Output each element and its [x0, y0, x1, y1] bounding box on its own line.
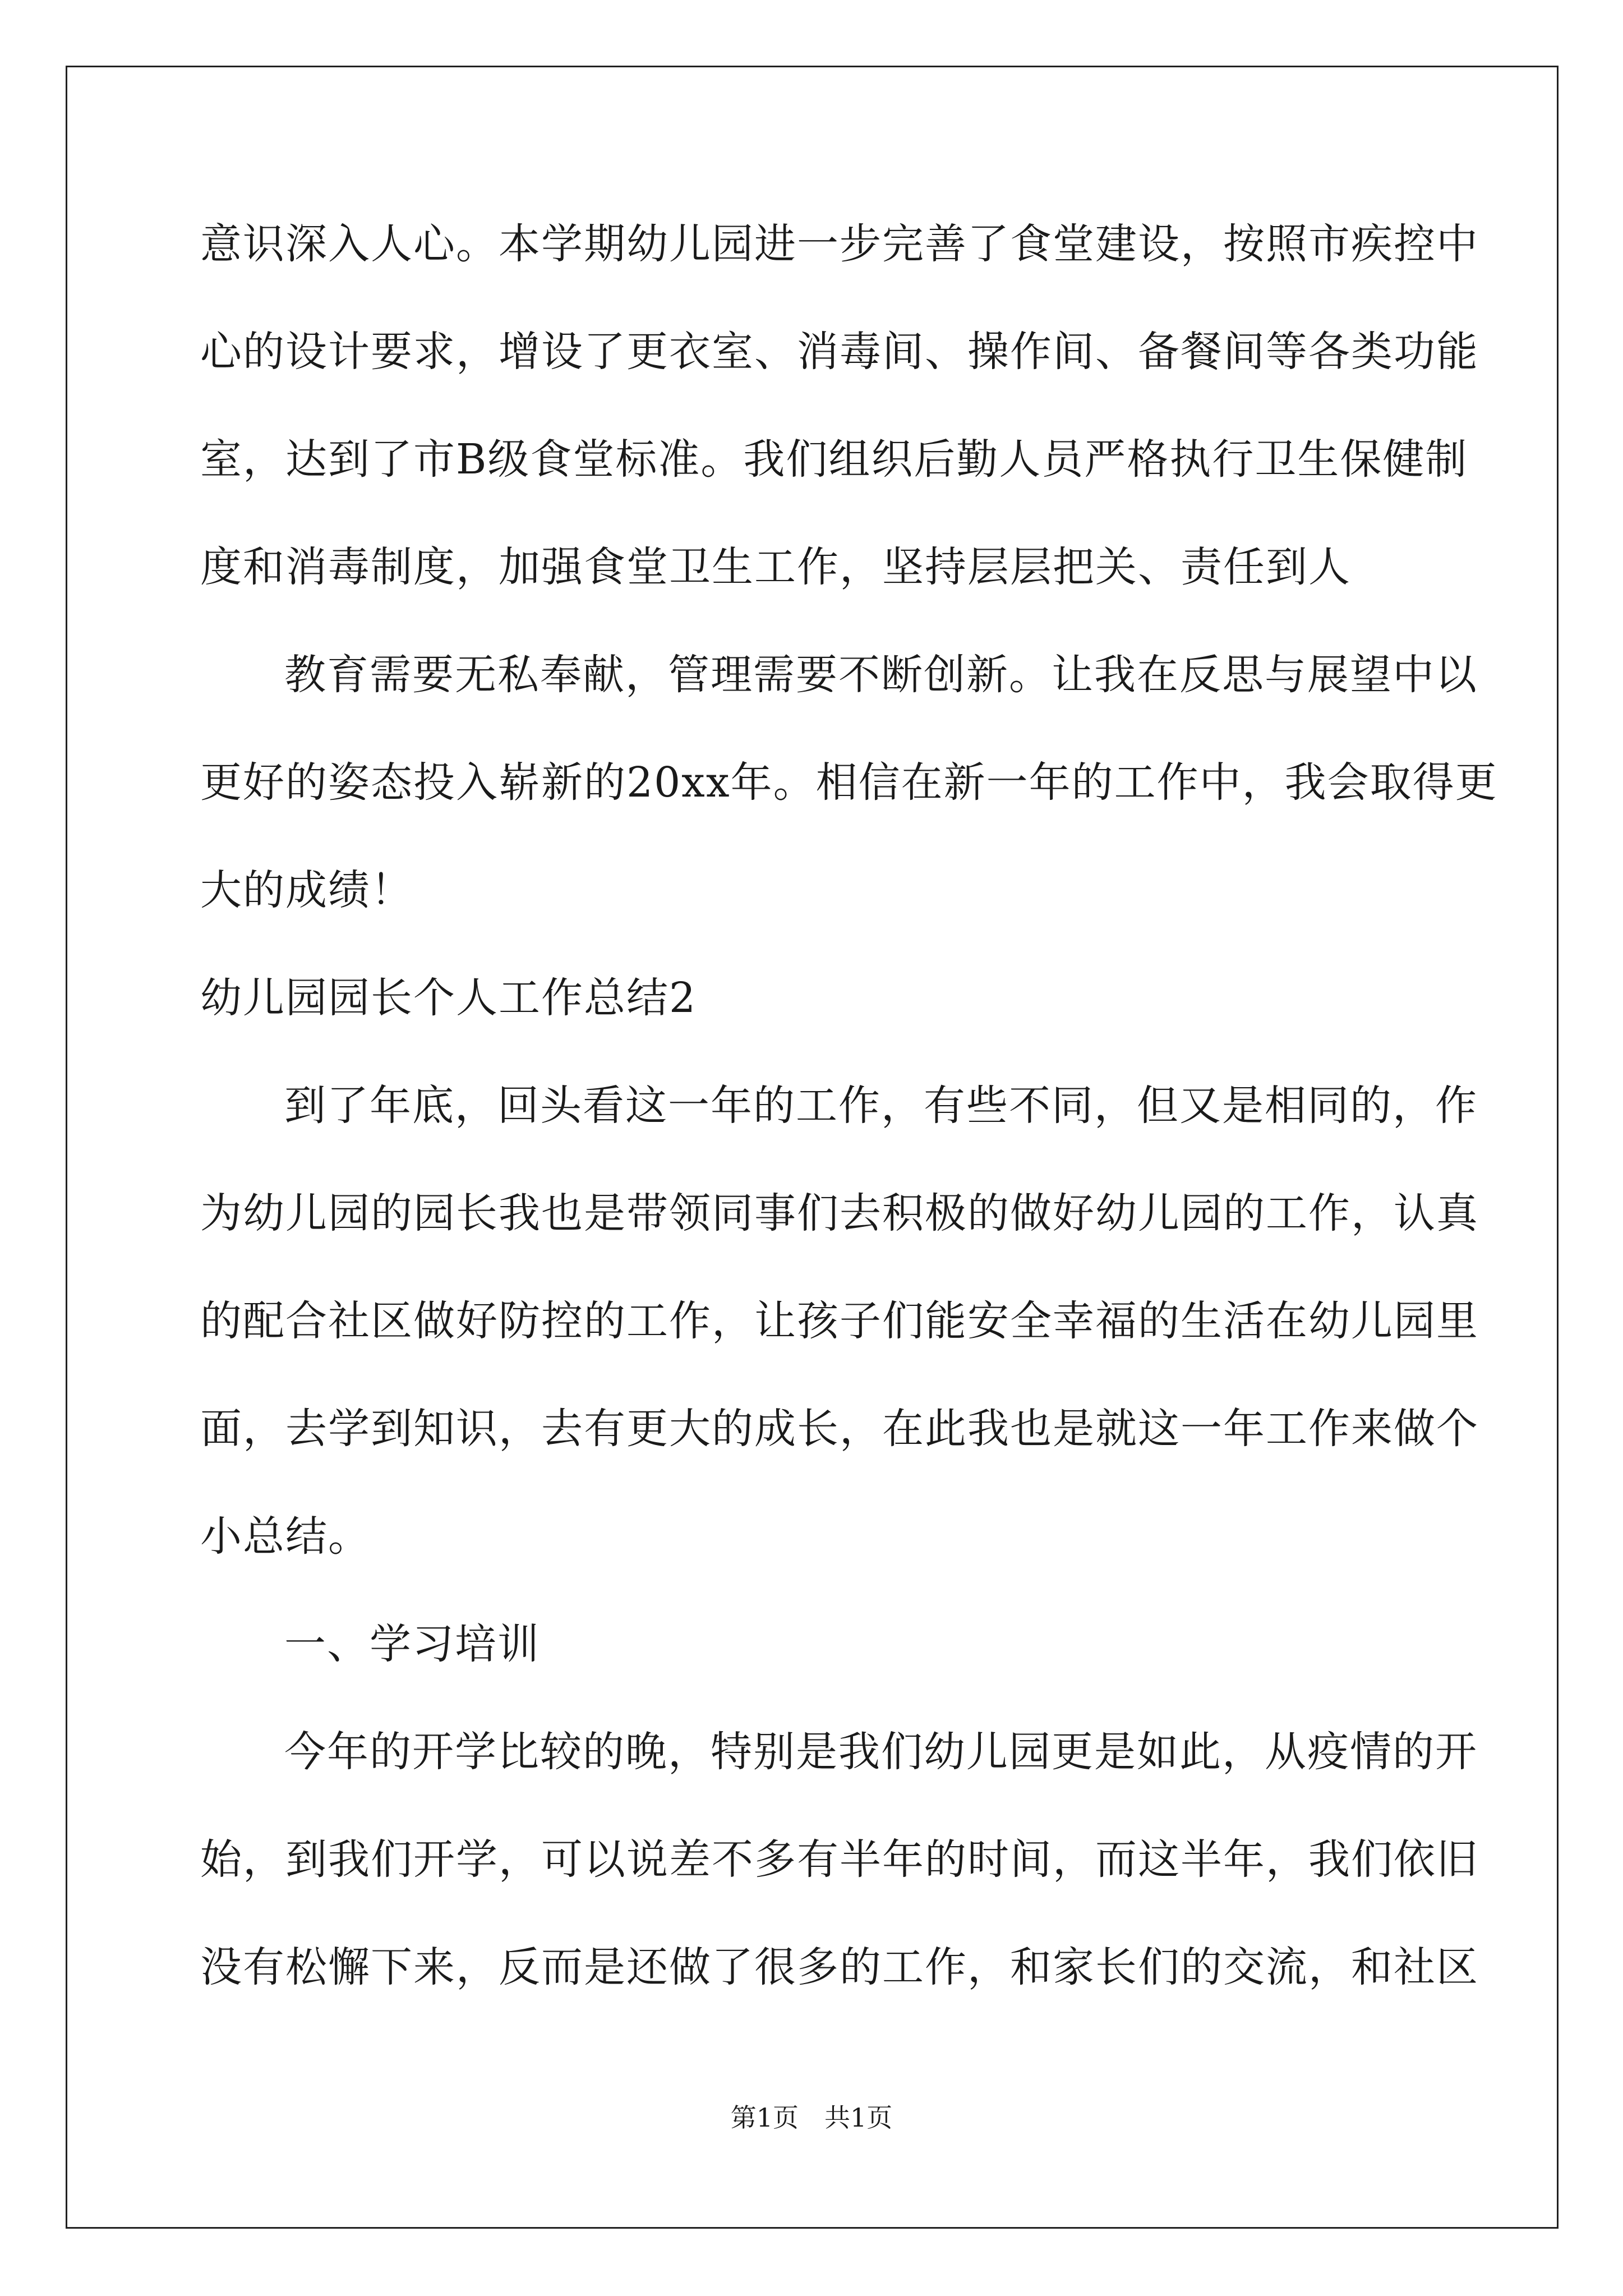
- text-line-10: 为幼儿园的园长我也是带领同事们去积极的做好幼儿园的工作，认真: [200, 1189, 1479, 1237]
- document-body: [200, 210, 1498, 2041]
- text-line-15: 今年的开学比较的晚，特别是我们幼儿园更是如此，从疫情的开: [284, 1728, 1478, 1776]
- text-line-16: 始，到我们开学，可以说差不多有半年的时间，而这半年，我们依旧: [200, 1835, 1479, 1884]
- text-line-1: 意识深入人心。本学期幼儿园进一步完善了食堂建设，按照市疾控中: [200, 220, 1479, 268]
- text-line-6: 更好的姿态投入崭新的20xx年。相信在新一年的工作中，我会取得更: [200, 758, 1498, 807]
- text-line-4: 度和消毒制度，加强食堂卫生工作，坚持层层把关、责任到人: [200, 543, 1351, 591]
- text-line-5: 教育需要无私奉献，管理需要不断创新。让我在反思与展望中以: [284, 651, 1478, 699]
- text-line-2: 心的设计要求，增设了更衣室、消毒间、操作间、备餐间等各类功能: [200, 328, 1479, 376]
- text-line-13: 小总结。: [200, 1512, 371, 1561]
- text-line-11: 的配合社区做好防控的工作，让孩子们能安全幸福的生活在幼儿园里: [200, 1297, 1479, 1345]
- text-line-17: 没有松懈下来，反而是还做了很多的工作，和家长们的交流，和社区: [200, 1943, 1479, 1991]
- text-line-12: 面，去学到知识，去有更大的成长，在此我也是就这一年工作来做个: [200, 1405, 1479, 1453]
- text-line-7: 大的成绩！: [200, 866, 413, 914]
- subheading-study-training: 一、学习培训: [284, 1620, 540, 1668]
- text-line-3: 室，达到了市B级食堂标准。我们组织后勤人员严格执行卫生保健制: [200, 435, 1468, 484]
- page-footer: 第1页 共1页: [730, 2102, 893, 2133]
- section-heading: 幼儿园园长个人工作总结2: [200, 974, 697, 1022]
- text-line-9: 到了年底，回头看这一年的工作，有些不同，但又是相同的，作: [284, 1082, 1478, 1130]
